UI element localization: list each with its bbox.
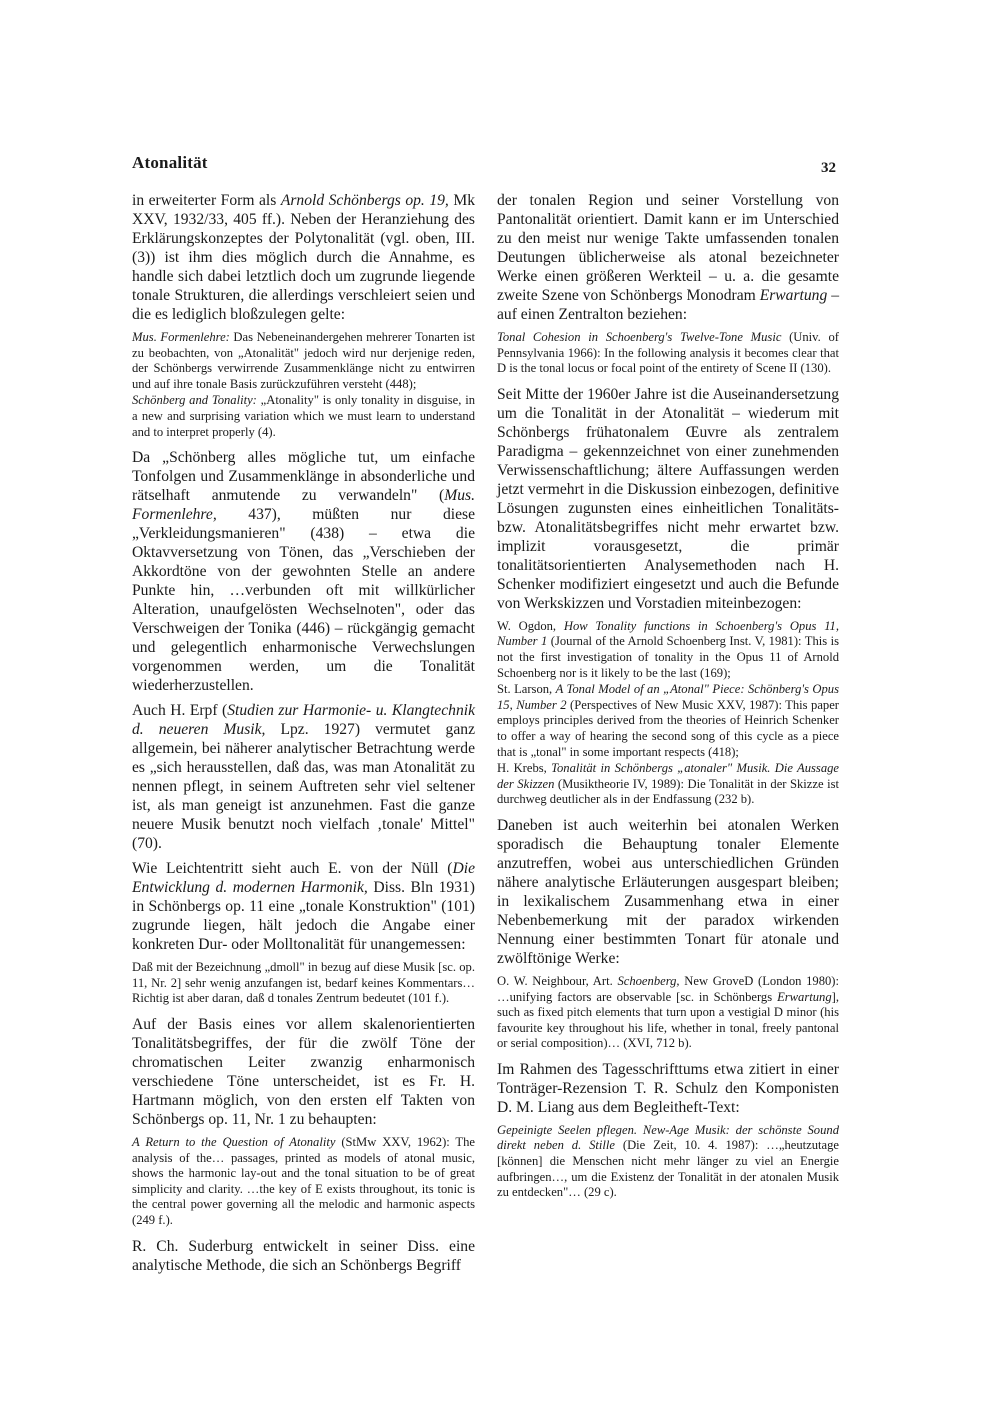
quotation — [132, 330, 475, 392]
citation-title: Studien zur Harmonie- u. Klangtechnik d. neueren Musik, — [132, 702, 475, 739]
quote-block — [497, 619, 839, 808]
quotation — [132, 393, 475, 440]
citation-title: Arnold Schönbergs op. 19, — [280, 192, 449, 209]
paragraph — [132, 701, 475, 853]
quotation — [497, 330, 839, 377]
quotation — [497, 974, 839, 1052]
quote-block — [132, 330, 475, 440]
text: in erweiterter Form als — [132, 192, 281, 209]
text: Mk XXV, 1932/33, 405 ff.). Neben der Heranziehung des Erklärungskonzeptes der Polytonalität (vgl. oben, III. (3)) ist ihm dies möglich durch die Annahme, es handle sich dabei letztlich doch um zugrunde liegende tonale Strukturen, die allerdings verschleiert seien und die es lediglich bloßzulegen gelte: — [132, 192, 476, 323]
text: St. Larson, — [497, 682, 556, 697]
quote-text: „Atonality" is only tonality in disguise, in a new and surprising variation which we must learn to understand and to interpret properly (4). — [132, 393, 475, 439]
paragraph: Im Rahmen des Tagesschrifttums etwa zitiert in einer Tonträger-Rezension T. R. Schulz den Komponisten D. M. Liang aus dem Begleitheft-Text: — [497, 1060, 839, 1116]
quote-text: Das Nebeneinandergehen mehrerer Tonarten ist zu beobachten, von „Atonalität" jedoch wird nur derjenige reden, der Schönbergs verwirrende Zusammenklänge nicht zu entwirren und auf ihre tonale Basis zurückzuführen versteht (448); — [132, 330, 475, 391]
text: Diss. Bln 1931) in Schönbergs op. 11 eine „tonale Konstruktion" (101) zugrunde liegen, hält jedoch die Angabe einer konkreten Dur- oder Molltonalität für unangemessen: — [132, 879, 475, 954]
text: H. Krebs, — [497, 761, 552, 776]
paragraph: Daneben ist auch weiterhin bei atonalen Werken sporadisch die Behauptung tonaler Elemente anzutreffen, wobei aus unterschiedlichen Gründen nähere analytische Erläuterungen ausgespart bleiben; in lexikalischem Zusammenhang etwa in einer Nebenbemerkung mit der paradox wirkenden Nennung einer bestimmten Tonart für atonale und zwölftönige Werke: — [497, 816, 839, 967]
text: (Journal of the Arnold Schoenberg Inst. V, 1981): This is not the first investigation of tonality in the Opus 11 of Arnold Schoenberg nor is it likely to be the last (169); — [497, 634, 839, 680]
quote-text: (Univ. of Pennsylvania 1966): In the following analysis it becomes clear that D is the tonal locus or focal point of the entirety of Scene II (130). — [497, 330, 839, 376]
left-column — [132, 191, 475, 1281]
citation-title: Mus. Formenlehre, — [132, 487, 475, 524]
paragraph — [132, 859, 475, 954]
paragraph: R. Ch. Suderburg entwickelt in seiner Diss. eine analytische Methode, die sich an Schönbergs Begriff — [132, 1237, 475, 1274]
quotation — [497, 1123, 839, 1201]
paragraph — [132, 448, 475, 695]
text: ], such as fixed pitch elements that turn upon a vestigial D minor (his favourite key throughout his life, whether in tonal, freely pantonal or serial composition)… (XVI, 712 b). — [497, 989, 839, 1051]
page-number: 32 — [821, 160, 836, 176]
quote-source: Schönberg and Tonality: — [132, 393, 257, 408]
quotation — [497, 619, 839, 681]
paragraph — [497, 191, 839, 324]
text: New GroveD (London 1980): …unifying factors are observable [sc. in Schönbergs — [497, 973, 839, 1004]
quotation — [497, 682, 839, 760]
text: Da „Schönberg alles mögliche tut, um einfache Tonfolgen und Zusammenklänge in absonderliche und rätselhaft anmutende zu verwandeln" ( — [132, 449, 475, 505]
quote-source: Gepeinigte Seelen pflegen. New-Age Musik: der schönste Sound direkt neben d. Stille — [497, 1122, 839, 1153]
text — [132, 192, 475, 323]
text: W. Ogdon, — [497, 618, 564, 633]
quote-text: (Die Zeit, 10. 4. 1987): …„heutzutage [können] die Menschen nicht mehr länger zu viel an Energie aufbringen…, um die Existenz der Tonalität in der atonalen Musik zu entdecken"… (29 c). — [497, 1138, 839, 1200]
quote-source: A Return to the Question of Atonality — [132, 1134, 336, 1149]
citation-title: Erwartung — [759, 287, 828, 304]
text: Wie Leichtentritt sieht auch E. von der Nüll ( — [132, 860, 453, 878]
quotation: Daß mit der Bezeichnung „dmoll" in bezug auf diese Musik [sc. op. 11, Nr. 2] sehr wenig anzufangen ist, bedarf keines Kommentars… Richtig ist aber daran, daß d tonales Zentrum bedeutet (101 f.). — [132, 960, 475, 1006]
quote-text: (StMw XXV, 1962): The analysis of the… passages, printed as models of atonal music, shows the harmonic lay-out and the tonal situation to be of great simplicity and clarity. …the key of E exists throughout, its tonic is the central power governing all the melodic and harmonic aspects (249 f.). — [132, 1134, 475, 1227]
text: Auch H. Erpf ( — [132, 702, 228, 720]
right-column — [497, 191, 839, 1209]
quote-source: Tonal Cohesion in Schoenberg's Twelve-Tone Music — [497, 330, 782, 344]
quotation — [497, 761, 839, 808]
citation-title: A Tonal Model of an „Atonal" Piece: Schönberg's Opus 15, Number 2 — [497, 682, 839, 712]
text: – auf einen Zentralton beziehen: — [497, 287, 839, 323]
text: (Musiktheorie IV, 1989): Die Tonalität in der Skizze ist durchweg deutlicher als in der Endfassung (232 b). — [497, 776, 839, 807]
citation-title: Tonalität in Schönbergs „atonaler" Musik. Die Aussage der Skizzen — [497, 761, 840, 791]
citation-title: Schoenberg, — [617, 973, 680, 988]
citation-title: Die Entwicklung d. modernen Harmonik, — [132, 860, 475, 897]
paragraph: Seit Mitte der 1960er Jahre ist die Auseinandersetzung um die Tonalität in der Atonalität – wiederum mit Schönbergs frühatonalem Œuvre als zentralem Paradigma – gekennzeichnet von einer zunehmenden Verwissenschaftlichung; ältere Auffassungen werden jetzt vermehrt in die Diskussion einbezogen, definitive Lösungen zugunsten eines einheitlichen Tonalitäts- bzw. Atonalitätsbegriffes nicht mehr erwartet bzw. implizit vorausgesetzt, die primär tonalitätsorientierten Analysemethoden nach H. Schenker modifiziert eingesetzt und auch die Befunde von Werkskizzen und Vorstadien miteinbezogen: — [497, 385, 839, 612]
quotation — [132, 1135, 475, 1229]
paragraph: Auf der Basis eines vor allem skalenorientierten Tonalitätsbegriffes, der für die zwölf Töne der chromatischen Leiter zwanzig enharmonisch verschiedene Töne unterscheidet, ist es Fr. H. Hartmann möglich, von den ersten elf Takten von Schönbergs op. 11, Nr. 1 zu behaupten: — [132, 1015, 475, 1128]
quote-source: Mus. Formenlehre: — [132, 330, 230, 344]
text: Lpz. 1927) vermutet ganz allgemein, bei näherer analytischer Betrachtung werde es „sich herausstellen, daß das, was man Atonalität zu nennen pflegt, in seinem Auftreten sehr viel seltener ist, als man geneigt ist anzunehmen. Fast die ganze neuere Musik benutzt noch vielfach ‚tonale' Mittel" (70). — [132, 721, 475, 853]
running-head-title: Atonalität — [132, 153, 208, 172]
text: der tonalen Region und seiner Vorstellung von Pantonalität orientiert. Damit kann er im Unterschied zu den meist nur wenige Takte umfassenden tonalen Deutungen üblicherweise als atonal bezeichneter Werke einen größeren Werkteil – u. a. die gesamte zweite Szene von Schönbergs Monodram — [497, 192, 839, 304]
citation-title: Erwartung — [777, 989, 832, 1004]
text: (Perspectives of New Music XXV, 1987): This paper employs principles derived from the theories of Heinrich Schenker to offer a way of hearing the second song of this cycle as a piece that is „tonal" in some important respects (418); — [497, 697, 840, 759]
citation-title: How Tonality functions in Schoenberg's Opus 11, Number 1 — [497, 618, 839, 649]
text: O. W. Neighbour, Art. — [497, 973, 618, 988]
text: 437), müßten nur diese „Verkleidungsmanieren" (438) – etwa die Oktavversetzung von Tönen, das „Verschieben der Akkordtöne von der gewohnten Stelle an andere Punkte hin, …verbunden oft mit willkürlicher Alteration, unaufgelösten Wechselnoten", oder das Verschweigen der Tonika (446) – rückgängig gemacht und gelegentlich enharmonische Verwechslungen vorgenommen werden, um die Tonalität wiederherzustellen. — [132, 506, 475, 695]
paragraph — [132, 191, 475, 324]
